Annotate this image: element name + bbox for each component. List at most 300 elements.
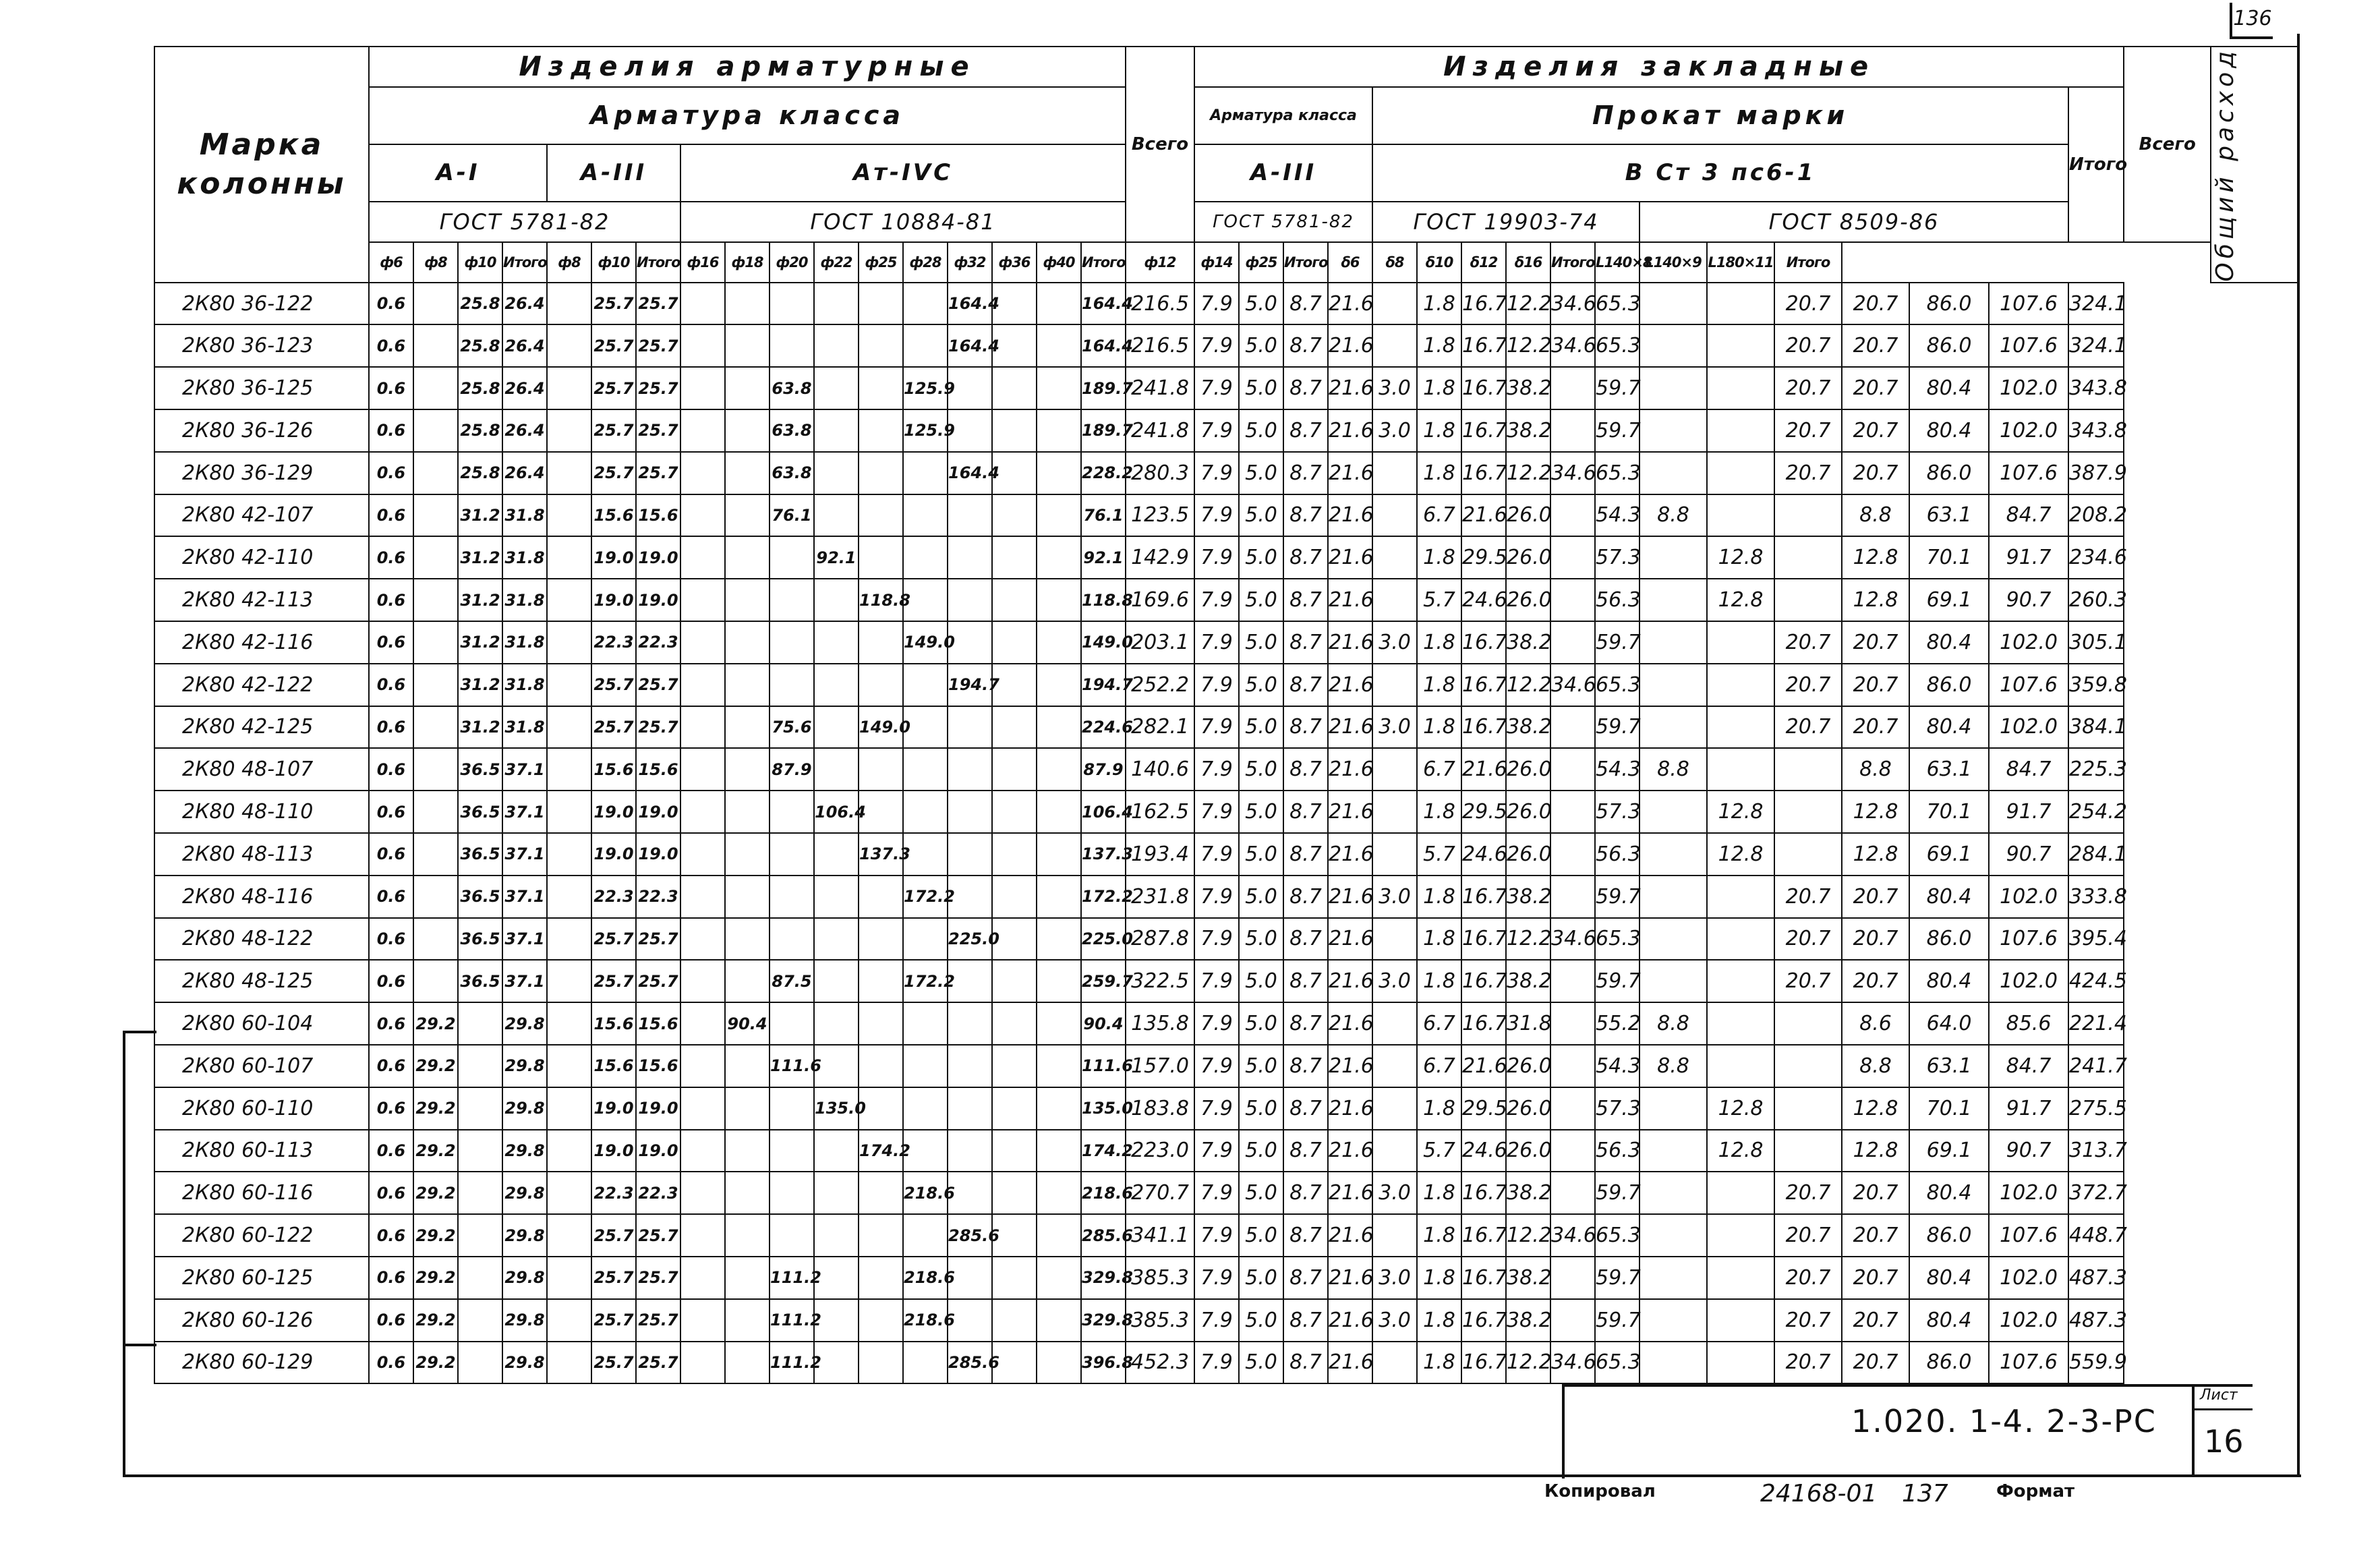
value-cell — [413, 621, 458, 664]
value-cell: 36.5 — [458, 833, 502, 876]
value-cell: 0.6 — [369, 1002, 413, 1045]
column-mark-cell: 2К80 60-122 — [154, 1214, 369, 1257]
value-cell — [1550, 1299, 1595, 1342]
value-cell: 12.2 — [1506, 1342, 1550, 1384]
value-cell: 16.7 — [1461, 1257, 1506, 1299]
value-cell: 275.5 — [2068, 1087, 2124, 1130]
value-cell: 25.7 — [591, 324, 636, 367]
value-cell — [1707, 706, 1774, 749]
value-cell: 8.8 — [1842, 1045, 1909, 1087]
gost-19903-header: ГОСТ 19903-74 — [1372, 202, 1639, 242]
value-cell — [992, 409, 1037, 452]
value-cell — [1639, 664, 1707, 706]
value-cell: 20.7 — [1774, 664, 1842, 706]
value-cell — [1037, 452, 1081, 494]
value-cell: 487.3 — [2068, 1257, 2124, 1299]
itogo-emb-header: Итого — [2068, 87, 2124, 242]
value-cell: 80.4 — [1909, 409, 1989, 452]
sheet-divider — [2192, 1408, 2253, 1410]
value-cell — [680, 1130, 725, 1172]
value-cell: 21.6 — [1328, 1342, 1372, 1384]
value-cell: 29.8 — [502, 1172, 547, 1214]
value-cell — [1639, 283, 1707, 325]
value-cell — [992, 960, 1037, 1002]
value-cell: 135.0 — [1081, 1087, 1126, 1130]
value-cell: 92.1 — [814, 536, 859, 579]
value-cell — [1550, 367, 1595, 409]
value-cell: 343.8 — [2068, 367, 2124, 409]
value-cell: 25.7 — [636, 324, 680, 367]
value-cell: 19.0 — [636, 536, 680, 579]
value-cell: 20.7 — [1842, 918, 1909, 961]
value-cell: 15.6 — [636, 748, 680, 791]
value-cell: 80.4 — [1909, 1257, 1989, 1299]
value-cell: 7.9 — [1194, 283, 1239, 325]
value-cell: 31.8 — [502, 664, 547, 706]
value-cell: 260.3 — [2068, 579, 2124, 621]
value-cell — [725, 409, 770, 452]
value-cell: 12.8 — [1707, 791, 1774, 833]
value-cell — [1372, 1342, 1417, 1384]
value-cell: 38.2 — [1506, 960, 1550, 1002]
value-cell: 25.8 — [458, 452, 502, 494]
value-cell: 22.3 — [591, 1172, 636, 1214]
value-cell — [814, 960, 859, 1002]
value-cell — [1037, 1002, 1081, 1045]
value-cell — [992, 706, 1037, 749]
value-cell — [770, 536, 814, 579]
value-cell: 111.6 — [770, 1045, 814, 1087]
value-cell — [903, 1214, 948, 1257]
value-cell: 59.7 — [1595, 706, 1639, 749]
class-a1-header: А-I — [369, 144, 547, 202]
value-cell: 208.2 — [2068, 494, 2124, 537]
value-cell: 0.6 — [369, 791, 413, 833]
value-cell: 0.6 — [369, 367, 413, 409]
subheader-sub_8509-1: L140×9 — [1639, 242, 1707, 283]
value-cell: 21.6 — [1328, 876, 1372, 918]
value-cell — [547, 1257, 591, 1299]
value-cell: 0.6 — [369, 1087, 413, 1130]
value-cell — [547, 918, 591, 961]
value-cell — [1707, 367, 1774, 409]
value-cell — [1550, 960, 1595, 1002]
value-cell: 12.2 — [1506, 918, 1550, 961]
value-cell: 26.0 — [1506, 494, 1550, 537]
value-cell: 111.6 — [1081, 1045, 1126, 1087]
value-cell — [1774, 1130, 1842, 1172]
value-cell: 29.8 — [502, 1342, 547, 1384]
column-mark-cell: 2К80 60-126 — [154, 1299, 369, 1342]
value-cell: 20.7 — [1774, 452, 1842, 494]
value-cell — [770, 791, 814, 833]
subheader-sub_a1-3: Итого — [502, 242, 547, 283]
value-cell: 25.7 — [636, 1342, 680, 1384]
value-cell: 8.7 — [1283, 1045, 1328, 1087]
value-cell: 86.0 — [1909, 918, 1989, 961]
value-cell — [1774, 536, 1842, 579]
value-cell — [547, 1299, 591, 1342]
value-cell: 106.4 — [814, 791, 859, 833]
value-cell — [1639, 452, 1707, 494]
vsego-header-2: Всего — [2124, 47, 2211, 242]
value-cell: 25.7 — [591, 664, 636, 706]
value-cell: 1.8 — [1417, 791, 1461, 833]
value-cell — [725, 283, 770, 325]
vsego-header-1: Всего — [1126, 47, 1194, 242]
value-cell: 65.3 — [1595, 1342, 1639, 1384]
value-cell: 169.6 — [1126, 579, 1194, 621]
value-cell: 3.0 — [1372, 1257, 1417, 1299]
value-cell: 38.2 — [1506, 1299, 1550, 1342]
value-cell: 22.3 — [636, 1172, 680, 1214]
column-mark-header: Марка колонны — [154, 47, 369, 283]
value-cell: 384.1 — [2068, 706, 2124, 749]
value-cell: 172.2 — [903, 876, 948, 918]
value-cell: 24.6 — [1461, 833, 1506, 876]
value-cell — [1372, 324, 1417, 367]
value-cell: 21.6 — [1328, 283, 1372, 325]
value-cell: 0.6 — [369, 409, 413, 452]
value-cell: 21.6 — [1461, 748, 1506, 791]
value-cell — [458, 1214, 502, 1257]
value-cell: 7.9 — [1194, 1087, 1239, 1130]
value-cell: 162.5 — [1126, 791, 1194, 833]
column-mark-cell: 2К80 60-129 — [154, 1342, 369, 1384]
value-cell: 87.9 — [1081, 748, 1126, 791]
value-cell: 7.9 — [1194, 918, 1239, 961]
value-cell: 20.7 — [1842, 324, 1909, 367]
value-cell — [680, 283, 725, 325]
value-cell: 12.8 — [1707, 1130, 1774, 1172]
value-cell — [814, 621, 859, 664]
value-cell: 102.0 — [1989, 960, 2068, 1002]
value-cell — [413, 833, 458, 876]
table-row — [154, 876, 2298, 918]
value-cell: 284.1 — [2068, 833, 2124, 876]
table-row — [154, 621, 2298, 664]
value-cell: 20.7 — [1842, 706, 1909, 749]
value-cell: 6.7 — [1417, 1045, 1461, 1087]
value-cell: 285.6 — [1081, 1214, 1126, 1257]
value-cell: 31.8 — [1506, 1002, 1550, 1045]
value-cell — [814, 1214, 859, 1257]
value-cell: 183.8 — [1126, 1087, 1194, 1130]
subheader-sub_19903-2: δ10 — [1417, 242, 1461, 283]
value-cell — [1037, 1087, 1081, 1130]
value-cell: 5.0 — [1239, 833, 1283, 876]
subheader-sub_a3-1: ф10 — [591, 242, 636, 283]
value-cell — [814, 579, 859, 621]
value-cell — [1639, 579, 1707, 621]
value-cell: 282.1 — [1126, 706, 1194, 749]
value-cell — [992, 791, 1037, 833]
value-cell — [1037, 579, 1081, 621]
value-cell — [547, 409, 591, 452]
value-cell — [859, 1299, 903, 1342]
value-cell: 29.2 — [413, 1002, 458, 1045]
value-cell — [1037, 367, 1081, 409]
value-cell: 84.7 — [1989, 494, 2068, 537]
value-cell: 396.8 — [1081, 1342, 1126, 1384]
value-cell — [1372, 1130, 1417, 1172]
column-mark-cell: 2К80 60-104 — [154, 1002, 369, 1045]
value-cell: 6.7 — [1417, 494, 1461, 537]
value-cell: 25.8 — [458, 367, 502, 409]
value-cell — [770, 918, 814, 961]
value-cell: 341.1 — [1126, 1214, 1194, 1257]
value-cell: 38.2 — [1506, 1172, 1550, 1214]
table-row — [154, 791, 2298, 833]
value-cell: 0.6 — [369, 876, 413, 918]
value-cell — [859, 409, 903, 452]
table-row — [154, 409, 2298, 452]
value-cell — [547, 833, 591, 876]
value-cell: 37.1 — [502, 791, 547, 833]
value-cell: 8.7 — [1283, 452, 1328, 494]
value-cell: 31.8 — [502, 706, 547, 749]
value-cell: 118.8 — [859, 579, 903, 621]
value-cell: 174.2 — [859, 1130, 903, 1172]
value-cell: 102.0 — [1989, 706, 2068, 749]
value-cell: 241.8 — [1126, 367, 1194, 409]
subheader-sub_emb_a3-0: ф12 — [1126, 242, 1194, 283]
binding-margin-tick-bottom — [123, 1344, 156, 1346]
value-cell — [1707, 409, 1774, 452]
value-cell — [859, 452, 903, 494]
subheader-sub_a3-2: Итого — [636, 242, 680, 283]
value-cell — [1639, 1299, 1707, 1342]
value-cell: 16.7 — [1461, 367, 1506, 409]
value-cell: 80.4 — [1909, 1172, 1989, 1214]
value-cell — [814, 876, 859, 918]
value-cell: 34.6 — [1550, 664, 1595, 706]
value-cell — [992, 1130, 1037, 1172]
value-cell — [680, 1214, 725, 1257]
value-cell: 65.3 — [1595, 283, 1639, 325]
value-cell: 38.2 — [1506, 876, 1550, 918]
value-cell: 0.6 — [369, 748, 413, 791]
column-mark-cell: 2К80 36-125 — [154, 367, 369, 409]
value-cell — [903, 494, 948, 537]
value-cell: 19.0 — [636, 1087, 680, 1130]
value-cell: 5.0 — [1239, 791, 1283, 833]
value-cell: 20.7 — [1774, 1257, 1842, 1299]
value-cell: 20.7 — [1842, 367, 1909, 409]
value-cell — [1707, 1214, 1774, 1257]
class-at4c-header: Ат-IVС — [680, 144, 1126, 202]
value-cell: 1.8 — [1417, 283, 1461, 325]
value-cell — [680, 1002, 725, 1045]
value-cell: 21.6 — [1328, 536, 1372, 579]
value-cell — [547, 1087, 591, 1130]
column-mark-cell: 2К80 48-125 — [154, 960, 369, 1002]
value-cell — [1550, 409, 1595, 452]
value-cell — [547, 367, 591, 409]
value-cell: 395.4 — [2068, 918, 2124, 961]
value-cell — [814, 748, 859, 791]
value-cell: 21.6 — [1328, 1002, 1372, 1045]
value-cell: 1.8 — [1417, 1257, 1461, 1299]
value-cell — [458, 1087, 502, 1130]
value-cell: 203.1 — [1126, 621, 1194, 664]
binding-margin-tick-top — [123, 1031, 156, 1033]
value-cell: 38.2 — [1506, 621, 1550, 664]
value-cell: 0.6 — [369, 1130, 413, 1172]
value-cell: 25.7 — [636, 1257, 680, 1299]
value-cell — [680, 1342, 725, 1384]
value-cell: 7.9 — [1194, 409, 1239, 452]
value-cell: 25.7 — [591, 283, 636, 325]
value-cell: 7.9 — [1194, 706, 1239, 749]
value-cell: 84.7 — [1989, 1045, 2068, 1087]
value-cell — [1037, 324, 1081, 367]
subheader-sub_emb_a3-1: ф14 — [1194, 242, 1239, 283]
value-cell: 12.8 — [1842, 1087, 1909, 1130]
table-row — [154, 1257, 2298, 1299]
value-cell — [903, 1002, 948, 1045]
value-cell: 0.6 — [369, 960, 413, 1002]
value-cell — [859, 1214, 903, 1257]
page-number: 136 — [2230, 3, 2273, 39]
value-cell: 0.6 — [369, 1045, 413, 1087]
value-cell: 8.8 — [1639, 1002, 1707, 1045]
value-cell: 118.8 — [1081, 579, 1126, 621]
value-cell: 0.6 — [369, 1342, 413, 1384]
value-cell: 193.4 — [1126, 833, 1194, 876]
value-cell: 8.7 — [1283, 1002, 1328, 1045]
value-cell: 111.2 — [770, 1299, 814, 1342]
document-code: 1.020. 1-4. 2-3-РС — [1851, 1403, 2157, 1439]
value-cell: 7.9 — [1194, 664, 1239, 706]
value-cell — [1774, 791, 1842, 833]
value-cell: 59.7 — [1595, 1172, 1639, 1214]
value-cell: 26.4 — [502, 324, 547, 367]
value-cell — [1707, 1342, 1774, 1384]
value-cell — [992, 1257, 1037, 1299]
value-cell — [770, 621, 814, 664]
value-cell — [770, 1172, 814, 1214]
value-cell: 22.3 — [636, 621, 680, 664]
value-cell: 16.7 — [1461, 324, 1506, 367]
value-cell: 20.7 — [1842, 452, 1909, 494]
value-cell: 5.0 — [1239, 1002, 1283, 1045]
value-cell — [814, 1172, 859, 1214]
value-cell — [680, 367, 725, 409]
value-cell: 54.3 — [1595, 748, 1639, 791]
value-cell: 12.2 — [1506, 283, 1550, 325]
table-row — [154, 367, 2298, 409]
value-cell: 86.0 — [1909, 324, 1989, 367]
subheader-sub_19903-5: Итого — [1550, 242, 1595, 283]
value-cell — [547, 748, 591, 791]
total-consumption-header: Общий расход — [2211, 47, 2298, 283]
value-cell: 16.7 — [1461, 706, 1506, 749]
value-cell: 487.3 — [2068, 1299, 2124, 1342]
value-cell — [547, 579, 591, 621]
value-cell — [1774, 833, 1842, 876]
value-cell: 7.9 — [1194, 1172, 1239, 1214]
value-cell — [1550, 1172, 1595, 1214]
group-embedded-header: Изделия закладные — [1194, 47, 2124, 87]
value-cell — [1037, 1299, 1081, 1342]
value-cell: 31.2 — [458, 621, 502, 664]
value-cell: 20.7 — [1842, 960, 1909, 1002]
subheader-sub_emb_a3-2: ф25 — [1239, 242, 1283, 283]
value-cell: 12.8 — [1842, 791, 1909, 833]
group-armature-header: Изделия арматурные — [369, 47, 1126, 87]
value-cell — [1372, 833, 1417, 876]
value-cell — [1372, 494, 1417, 537]
value-cell — [1372, 452, 1417, 494]
value-cell: 135.8 — [1126, 1002, 1194, 1045]
value-cell — [1707, 283, 1774, 325]
value-cell: 8.7 — [1283, 791, 1328, 833]
subheader-sub_8509-0: L140×8 — [1595, 242, 1639, 283]
value-cell — [413, 494, 458, 537]
value-cell — [1707, 494, 1774, 537]
subheader-sub_at4c-8: ф40 — [1037, 242, 1081, 283]
value-cell: 25.7 — [636, 960, 680, 1002]
value-cell: 16.7 — [1461, 409, 1506, 452]
value-cell — [547, 1002, 591, 1045]
value-cell — [725, 876, 770, 918]
column-mark-cell: 2К80 48-107 — [154, 748, 369, 791]
value-cell: 21.6 — [1328, 1299, 1372, 1342]
value-cell — [859, 1002, 903, 1045]
value-cell — [814, 283, 859, 325]
value-cell: 102.0 — [1989, 367, 2068, 409]
value-cell: 7.9 — [1194, 1257, 1239, 1299]
table-row — [154, 324, 2298, 367]
value-cell — [1707, 918, 1774, 961]
value-cell: 25.8 — [458, 324, 502, 367]
value-cell: 76.1 — [1081, 494, 1126, 537]
footer-format: Формат — [1996, 1481, 2075, 1501]
value-cell: 57.3 — [1595, 1087, 1639, 1130]
value-cell — [413, 367, 458, 409]
value-cell: 8.7 — [1283, 833, 1328, 876]
value-cell: 26.4 — [502, 367, 547, 409]
value-cell: 1.8 — [1417, 1214, 1461, 1257]
value-cell — [1372, 1087, 1417, 1130]
value-cell — [1037, 1257, 1081, 1299]
value-cell: 59.7 — [1595, 409, 1639, 452]
value-cell: 26.4 — [502, 452, 547, 494]
table-row — [154, 706, 2298, 749]
value-cell — [859, 367, 903, 409]
value-cell: 21.6 — [1328, 367, 1372, 409]
value-cell — [1037, 494, 1081, 537]
value-cell — [413, 324, 458, 367]
value-cell: 5.0 — [1239, 1342, 1283, 1384]
value-cell — [725, 1214, 770, 1257]
value-cell — [680, 876, 725, 918]
value-cell — [903, 536, 948, 579]
value-cell — [1639, 1342, 1707, 1384]
table-row — [154, 579, 2298, 621]
value-cell — [859, 1172, 903, 1214]
value-cell — [903, 324, 948, 367]
table-row — [154, 748, 2298, 791]
value-cell: 1.8 — [1417, 536, 1461, 579]
value-cell: 20.7 — [1842, 1299, 1909, 1342]
table-row — [154, 1002, 2298, 1045]
value-cell: 8.7 — [1283, 324, 1328, 367]
value-cell: 5.0 — [1239, 1299, 1283, 1342]
value-cell: 125.9 — [903, 367, 948, 409]
value-cell — [1037, 621, 1081, 664]
